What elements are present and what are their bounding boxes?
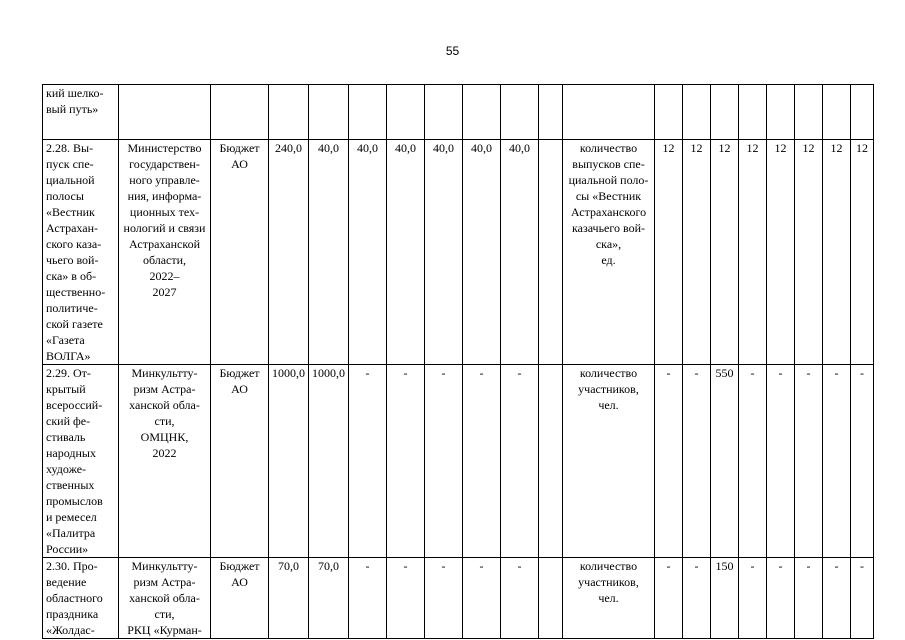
responsible-cell bbox=[119, 140, 211, 365]
indicator-value-cell: - bbox=[823, 365, 851, 558]
finance-cell: 1000,0 bbox=[269, 365, 309, 558]
indicator-cell-line: количество bbox=[579, 366, 638, 380]
finance-cell: - bbox=[463, 558, 501, 639]
indicator-value-cell: 12 bbox=[767, 140, 795, 365]
responsible-cell-line: государствен- bbox=[129, 157, 200, 171]
funding-source-cell-line: Бюджет bbox=[219, 141, 260, 155]
indicator-value-cell: 12 bbox=[683, 140, 711, 365]
indicator-cell-line: казачьего вой- bbox=[571, 221, 646, 235]
measure-name-cell-line: крытый bbox=[46, 382, 86, 396]
funding-source-cell bbox=[211, 85, 269, 140]
indicator-value-cell bbox=[767, 85, 795, 140]
measure-name-cell-line: полосы bbox=[46, 189, 84, 203]
measure-name-cell-line: художе- bbox=[46, 462, 87, 476]
measure-name-cell-line: Астрахан- bbox=[46, 221, 98, 235]
table-row bbox=[43, 140, 874, 365]
responsible-cell-line: ризм Астра- bbox=[133, 575, 196, 589]
finance-cell bbox=[463, 85, 501, 140]
indicator-value-cell: 12 bbox=[655, 140, 683, 365]
measure-name-cell-line: промыслов bbox=[46, 494, 103, 508]
responsible-cell-line: нологий и связи bbox=[123, 221, 206, 235]
responsible-cell-line: Астраханской bbox=[129, 237, 200, 251]
finance-cell: - bbox=[501, 365, 539, 558]
responsible-cell-line: ния, информа- bbox=[127, 189, 202, 203]
indicator-cell-line: количество bbox=[579, 559, 638, 573]
indicator-value-cell bbox=[795, 85, 823, 140]
measure-name-cell-line: «Палитра bbox=[46, 526, 96, 540]
measure-name-cell-line: циальной bbox=[46, 173, 95, 187]
table-row bbox=[43, 85, 874, 140]
indicator-value-cell: 12 bbox=[711, 140, 739, 365]
finance-cell: 40,0 bbox=[501, 140, 539, 365]
finance-cell: - bbox=[387, 558, 425, 639]
measure-name-cell-line: кий шелко- bbox=[46, 86, 104, 100]
measure-name-cell-line: «Жолдас- bbox=[46, 623, 95, 637]
measure-name-cell-line: «Вестник bbox=[46, 205, 95, 219]
measure-name-cell-line: всероссий- bbox=[46, 398, 103, 412]
responsible-cell-line: ционных тех- bbox=[129, 205, 200, 219]
finance-cell: - bbox=[501, 558, 539, 639]
indicator-cell-line: сы «Вестник bbox=[575, 189, 642, 203]
responsible-cell-line: ханской обла- bbox=[129, 398, 200, 412]
measure-name-cell-line: щественно- bbox=[46, 285, 106, 299]
measure-name-cell-line: политиче- bbox=[46, 301, 98, 315]
indicator-value-cell: 12 bbox=[795, 140, 823, 365]
indicator-value-cell: - bbox=[795, 558, 823, 639]
indicator-value-cell: 12 bbox=[739, 140, 767, 365]
finance-cell: - bbox=[349, 558, 387, 639]
indicator-cell bbox=[563, 365, 655, 558]
measure-name-cell-line: вый путь» bbox=[46, 102, 99, 116]
indicator-value-cell: 12 bbox=[823, 140, 851, 365]
responsible-cell bbox=[119, 85, 211, 140]
indicator-value-cell: 150 bbox=[711, 558, 739, 639]
measure-name-cell bbox=[43, 140, 119, 365]
measure-name-cell-line: областного bbox=[46, 591, 103, 605]
finance-cell: 240,0 bbox=[269, 140, 309, 365]
measure-name-cell-line: «Газета bbox=[46, 333, 85, 347]
responsible-cell-line: ного управле- bbox=[129, 173, 200, 187]
finance-cell bbox=[349, 85, 387, 140]
responsible-cell-line: ризм Астра- bbox=[133, 382, 196, 396]
finance-cell: 70,0 bbox=[269, 558, 309, 639]
indicator-cell-line: выпусков спе- bbox=[572, 157, 645, 171]
measure-name-cell-line: 2.28. Вы- bbox=[46, 141, 94, 155]
indicator-value-cell bbox=[711, 85, 739, 140]
table-row bbox=[43, 558, 874, 639]
responsible-cell bbox=[119, 365, 211, 558]
measure-name-cell-line: пуск спе- bbox=[46, 157, 94, 171]
finance-cell bbox=[425, 85, 463, 140]
measure-name-cell-line: чьего вой- bbox=[46, 253, 99, 267]
indicator-value-cell: 12 bbox=[851, 140, 874, 365]
finance-cell: 40,0 bbox=[309, 140, 349, 365]
finance-cell: - bbox=[425, 365, 463, 558]
finance-cell: 40,0 bbox=[463, 140, 501, 365]
indicator-cell bbox=[563, 558, 655, 639]
indicator-value-cell: - bbox=[851, 558, 874, 639]
indicator-value-cell: - bbox=[851, 365, 874, 558]
indicator-value-cell bbox=[739, 85, 767, 140]
indicator-value-cell: - bbox=[767, 558, 795, 639]
finance-cell: 70,0 bbox=[309, 558, 349, 639]
measure-name-cell bbox=[43, 85, 119, 140]
indicator-value-cell: - bbox=[739, 365, 767, 558]
responsible-cell bbox=[119, 558, 211, 639]
indicator-cell-line: Астраханского bbox=[570, 205, 647, 219]
indicator-value-cell: - bbox=[795, 365, 823, 558]
indicator-value-cell: 550 bbox=[711, 365, 739, 558]
measure-name-cell-line: России» bbox=[46, 542, 89, 556]
responsible-cell-line: РКЦ «Курман- bbox=[127, 623, 202, 637]
finance-cell bbox=[539, 365, 563, 558]
funding-source-cell bbox=[211, 365, 269, 558]
measure-name-cell-line: ведение bbox=[46, 575, 87, 589]
finance-cell bbox=[269, 85, 309, 140]
measure-name-cell-line: ского каза- bbox=[46, 237, 102, 251]
responsible-cell-line: 2022 bbox=[152, 446, 177, 460]
responsible-cell-line: 2022– bbox=[149, 269, 180, 283]
measure-name-cell-line: ска» в об- bbox=[46, 269, 97, 283]
finance-cell bbox=[539, 140, 563, 365]
indicator-value-cell: - bbox=[655, 558, 683, 639]
responsible-cell-line: ханской обла- bbox=[129, 591, 200, 605]
indicator-value-cell bbox=[683, 85, 711, 140]
measure-name-cell-line: праздника bbox=[46, 607, 99, 621]
finance-cell bbox=[539, 85, 563, 140]
responsible-cell-line: 2027 bbox=[152, 285, 177, 299]
funding-source-cell-line: АО bbox=[231, 575, 248, 589]
program-table bbox=[42, 84, 874, 639]
indicator-cell-line: участников, bbox=[578, 382, 639, 396]
indicator-cell-line: ед. bbox=[601, 253, 616, 267]
responsible-cell-line: Минкультту- bbox=[131, 559, 198, 573]
measure-name-cell-line: ской газете bbox=[46, 317, 103, 331]
measure-name-cell-line: ственных bbox=[46, 478, 95, 492]
indicator-value-cell: - bbox=[739, 558, 767, 639]
indicator-value-cell bbox=[655, 85, 683, 140]
indicator-value-cell: - bbox=[823, 558, 851, 639]
finance-cell: - bbox=[387, 365, 425, 558]
finance-cell: 40,0 bbox=[349, 140, 387, 365]
indicator-cell-line: количество bbox=[579, 141, 638, 155]
measure-name-cell-line: ский фе- bbox=[46, 414, 91, 428]
measure-name-cell bbox=[43, 365, 119, 558]
indicator-cell-line: чел. bbox=[598, 398, 619, 412]
measure-name-cell-line: и ремесел bbox=[46, 510, 97, 524]
measure-name-cell-line: стиваль bbox=[46, 430, 86, 444]
finance-cell: 40,0 bbox=[387, 140, 425, 365]
indicator-value-cell: - bbox=[655, 365, 683, 558]
indicator-value-cell: - bbox=[683, 558, 711, 639]
funding-source-cell-line: АО bbox=[231, 157, 248, 171]
indicator-cell-line: чел. bbox=[598, 591, 619, 605]
funding-source-cell bbox=[211, 558, 269, 639]
measure-name-cell-line: 2.29. От- bbox=[46, 366, 91, 380]
finance-cell: 40,0 bbox=[425, 140, 463, 365]
finance-cell: - bbox=[463, 365, 501, 558]
finance-cell: - bbox=[349, 365, 387, 558]
indicator-cell-line: ска», bbox=[595, 237, 622, 251]
indicator-value-cell: - bbox=[767, 365, 795, 558]
responsible-cell-line: ОМЦНК, bbox=[140, 430, 189, 444]
measure-name-cell-line: ВОЛГА» bbox=[46, 349, 91, 363]
page-number: 55 bbox=[445, 44, 460, 58]
finance-cell bbox=[501, 85, 539, 140]
measure-name-cell-line: народных bbox=[46, 446, 96, 460]
responsible-cell-line: Минкультту- bbox=[131, 366, 198, 380]
measure-name-cell-line: 2.30. Про- bbox=[46, 559, 98, 573]
table-row bbox=[43, 365, 874, 558]
finance-cell bbox=[309, 85, 349, 140]
responsible-cell-line: Министерство bbox=[127, 141, 202, 155]
indicator-value-cell bbox=[823, 85, 851, 140]
indicator-cell-line: участников, bbox=[578, 575, 639, 589]
responsible-cell-line: области, bbox=[142, 253, 187, 267]
funding-source-cell-line: Бюджет bbox=[219, 559, 260, 573]
indicator-cell bbox=[563, 140, 655, 365]
indicator-cell bbox=[563, 85, 655, 140]
funding-source-cell-line: АО bbox=[231, 382, 248, 396]
finance-cell bbox=[387, 85, 425, 140]
indicator-cell-line: циальной поло- bbox=[568, 173, 649, 187]
funding-source-cell bbox=[211, 140, 269, 365]
finance-cell: - bbox=[425, 558, 463, 639]
responsible-cell-line: сти, bbox=[154, 414, 175, 428]
funding-source-cell-line: Бюджет bbox=[219, 366, 260, 380]
finance-cell bbox=[539, 558, 563, 639]
finance-cell: 1000,0 bbox=[309, 365, 349, 558]
indicator-value-cell: - bbox=[683, 365, 711, 558]
measure-name-cell bbox=[43, 558, 119, 639]
indicator-value-cell bbox=[851, 85, 874, 140]
responsible-cell-line: сти, bbox=[154, 607, 175, 621]
